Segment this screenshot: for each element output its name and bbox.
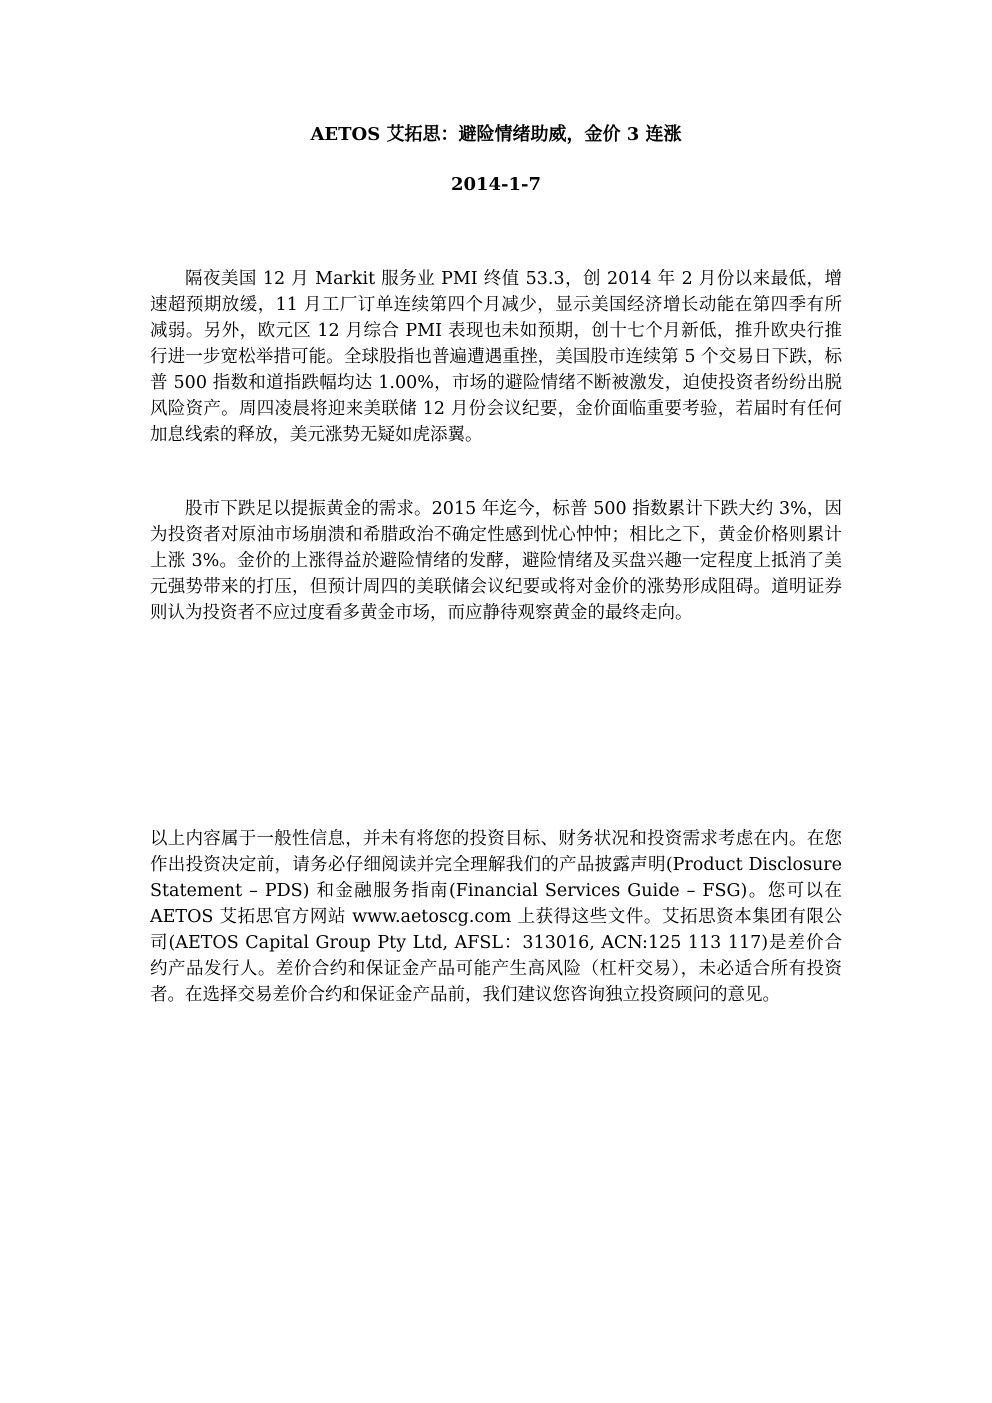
- article-paragraph-1: 隔夜美国 12 月 Markit 服务业 PMI 终值 53.3，创 2014 年 2 月份以来最低，增速超预期放缓，11 月工厂订单连续第四个月减少，显示美国经济增长动能在第四季有所减弱。另外，欧元区 12 月综合 PMI 表现也未如预期，创十七个月新低，推升欧央行推行进一步宽松举措可能。全球股指也普遍遭遇重挫，美国股市连续第 5 个交易日下跌，标普 500 指数和道指跌幅均达 1.00%，市场的避险情绪不断被激发，迫使投资者纷纷出脱风险资产。周四凌晨将迎来美联储 12 月份会议纪要，金价面临重要考验，若届时有任何加息线索的释放，美元涨势无疑如虎添翼。: [150, 269, 842, 445]
- disclaimer-text: 以上内容属于一般性信息，并未有将您的投资目标、财务状况和投资需求考虑在内。在您作出投资决定前，请务必仔细阅读并完全理解我们的产品披露声明(Product Disclosure Statement – PDS) 和金融服务指南(Financial Services Guide – FSG)。您可以在 AETOS 艾拓思官方网站 www.aetoscg.com 上获得这些文件。艾拓思资本集团有限公司(AETOS Capital Group Pty Ltd, AFSL：313016, ACN:125 113 117)是差价合约产品发行人。差价合约和保证金产品可能产生高风险（杠杆交易），未必适合所有投资者。在选择交易差价合约和保证金产品前，我们建议您咨询独立投资顾问的意见。: [150, 829, 842, 1005]
- document-title: AETOS 艾拓思：避险情绪助威，金价 3 连涨: [310, 124, 682, 145]
- document-date: 2014-1-7: [450, 174, 542, 195]
- article-paragraph-2: 股市下跌足以提振黄金的需求。2015 年迄今，标普 500 指数累计下跌大约 3%，因为投资者对原油市场崩溃和希腊政治不确定性感到忧心忡忡；相比之下，黄金价格则累计上涨 3%。金价的上涨得益於避险情绪的发酵，避险情绪及买盘兴趣一定程度上抵消了美元强势带来的打压，但预计周四的美联储会议纪要或将对金价的涨势形成阻碍。道明证券则认为投资者不应过度看多黄金市场，而应静待观察黄金的最终走向。: [150, 499, 842, 623]
